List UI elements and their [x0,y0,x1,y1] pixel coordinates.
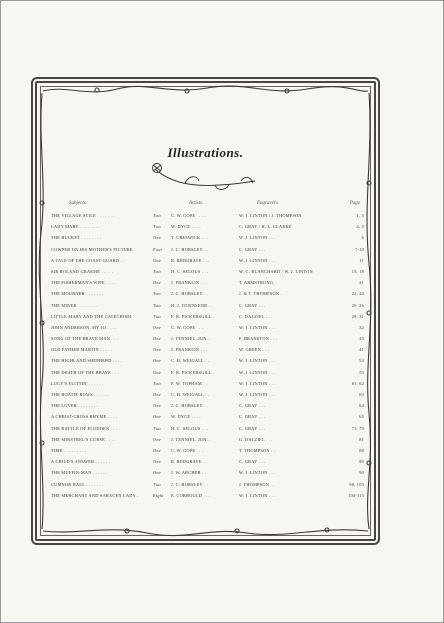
artist: J. TENNIEL, JUN. . [171,336,211,342]
engraver: C. GRAY . . . [239,414,266,420]
artist: J. FRANKLIN . . . [171,347,208,353]
header-page: Page [349,201,360,206]
illustrations-list [51,211,364,502]
artist: E. CORBOULD . . . [171,492,211,498]
engraver: J. & T. THOMPSON . [239,291,282,297]
list-item [51,312,364,323]
engraver: C. GRAY . . . [239,246,266,252]
subject: A CHRIST-CROSS RHYME . . . . [51,414,118,420]
subject: CUMNOR HALL . . . . . . . [51,481,104,487]
subject: LUCY'S FLITTIN' . . . . . . [51,380,104,386]
page-number: 21 [359,280,364,286]
engraver: W. J. LINTON . . . [239,369,276,375]
engraver: F. BRANSTON . . . [239,336,277,342]
engraver: C. GRAY / H. L. CLARKE [239,224,292,230]
page-number: 53 [359,369,364,375]
list-item [51,401,364,412]
count: One [153,470,161,476]
header-engravers: Engravers. [257,201,280,206]
list-item [51,278,364,289]
page-number: 63 [359,392,364,397]
page-number: 98, 103 [349,481,364,487]
artist: J. C. HORSLEY . . [171,246,209,252]
count: One [153,324,161,330]
engraver: W. J. LINTON . . . [239,235,276,241]
artist: H. J. TOWNSEND . . [171,302,213,308]
list-item [51,245,364,256]
engraver: W. C. BLANCHARD / W. J. LINTON [239,268,313,274]
page-number: 29, 31 [351,313,364,319]
count: Two [153,302,161,308]
artist: W. DYCE . . . . [171,414,201,420]
page-number: 15, 18 [351,268,364,274]
artist: J. FRANKLIN . . . [171,280,208,286]
list-item [51,211,364,222]
page-number: 33 [359,336,364,342]
count: Two [153,481,161,487]
list-item [51,424,364,435]
artist: F. R. PICKERSGILL . [171,369,215,375]
count: One [153,358,161,364]
subject: SIR ROLAND GRAEME . . . . . [51,268,114,274]
page-number: 104-113 [348,492,364,498]
page-number: 90 [359,470,364,476]
list-item [51,256,364,267]
artist: C. H. WEIGALL . . [171,358,210,364]
count: Two [153,213,161,218]
artist: C. H. WEIGALL . . [171,392,210,397]
list-item [51,491,364,502]
subject: LADY MARY . . . . . . . . [51,224,100,230]
artist: W. DYCE . . . . [171,224,201,230]
count: One [153,280,161,286]
engraver: W. J. LINTON . . . [239,392,276,397]
subject: A CHILD'S ANSWER . . . . . . [51,459,111,465]
artist: F. R. PICKERSGILL . [171,313,215,319]
engraver: W. J. LINTON . . . [239,257,276,263]
artist: J. C. HORSLEY . . [171,291,209,297]
list-item [51,480,364,491]
count: Two [153,425,161,431]
engraver: T. ARMSTRONG . . [239,280,279,286]
subject: TIME . . . . . . . . . [51,447,87,453]
count: Two [153,313,161,319]
engraver: W. J. LINTON . . . [239,324,276,330]
count: Eight [153,492,164,498]
artist: C. W. COPE . . . [171,447,204,453]
artist: J. TENNIEL, JUN. . [171,436,211,442]
artist: R. REDGRAVE . . [171,459,207,465]
column-headers [51,201,360,208]
engraver: W. J. LINTON . . . [239,380,276,386]
count: One [153,392,161,397]
list-item [51,457,364,468]
count: One [153,436,161,442]
page-number: 7-10 [355,246,364,252]
page-number: 53 [359,358,364,364]
subject: JOHN ANDERSON, MY JO . . . . [51,324,117,330]
subject: THE HIGHLAND SHEPHERD . . . . [51,358,123,364]
list-item [51,323,364,334]
list-item [51,412,364,423]
engraver: W. J. LINTON . . . [239,470,276,476]
list-item [51,233,364,244]
engraver: W. J. LINTON . . . [239,492,276,498]
list-item [51,267,364,278]
count: One [153,459,161,465]
artist: H. C. SELOUS . . . [171,268,209,274]
subject: THE MERCHANT AND SARACEN LADY . [51,492,139,498]
subject: LITTLE MARY AND THE CATECHISM [51,313,132,319]
subject: A TALE OF THE COAST-GUARD . . [51,257,125,263]
count: Two [153,268,161,274]
engraver: J. THOMPSON . . [239,481,275,487]
engraver: T. THOMPSON . . [239,447,276,453]
list-item [51,379,364,390]
list-item [51,446,364,457]
list-item [51,435,364,446]
subject: THE MINER . . . . . . . . [51,302,98,308]
subject: OLD FATHER MARTIN . . . . . [51,347,113,353]
artist: T. CRESWICK . . . [171,235,209,241]
subject: THE MUFFIN-MAN . . . . . . [51,470,108,476]
page-number: 41 [359,347,364,353]
page-number: 65 [359,414,364,420]
page-number: 89 [359,459,364,465]
artist: C. W. COPE . . . [171,324,204,330]
count: One [153,235,161,241]
list-item [51,468,364,479]
engraver: C. GRAY . . . [239,302,266,308]
subject: THE LOVER . . . . . . . . [51,403,99,409]
page-number: 88 [359,447,364,453]
count: Four [153,246,163,252]
list-item [51,368,364,379]
count: Two [153,291,161,297]
flower-branch-ornament [145,161,265,193]
page-number: 64 [359,403,364,409]
artist: J. C. HORSLEY . . [171,403,209,409]
count: One [153,447,161,453]
artist: F. W. TOPHAM . . [171,380,208,386]
count: One [153,257,161,263]
list-item [51,345,364,356]
list-item [51,334,364,345]
page-title: Illustrations. [167,145,244,160]
page-number: 71, 79 [351,425,364,431]
subject: THE FISHERMAN'S WIFE . . . . [51,280,116,286]
subject: THE BOATIE ROWS . . . . . . [51,392,109,397]
decorative-vine-border [31,77,380,545]
engraver: C. DALZIEL . . . [239,313,273,319]
page-number: 6 [361,235,364,241]
engraver: C. GRAY . . . [239,403,266,409]
count: One [153,369,161,375]
list-item [51,390,364,401]
list-item [51,222,364,233]
artist: J. W. ARCHER . . [171,470,207,476]
engraver: C. GRAY . . . [239,459,266,465]
count: One [153,414,161,420]
artist: H. C. SELOUS . . . [171,425,209,431]
subject: SONG OF THE BRAVE MAN . . . [51,336,118,342]
subject: THE MINSTREL'S CURSE . . . . [51,436,116,442]
engraver: C. GRAY . . . [239,425,266,431]
artist: C. W. COPE . . . . [171,213,206,218]
list-item [51,301,364,312]
subject: THE DEATH OF THE BRAVE . . . [51,369,119,375]
page-number: 81 [359,436,364,442]
engraver: G. DALZIEL . . . [239,436,273,442]
subject: THE VILLAGE STILE . . . . . . . [51,213,115,218]
subject: THE MOURNER . . . . . . . [51,291,104,297]
engraver: W. J. LINTON . . . [239,358,276,364]
subject: THE BUCKET . . . . . . . . [51,235,102,241]
engraver: W. J. LINTON / J. THOMPSON [239,213,302,218]
count: Two [153,380,161,386]
count: One [153,403,161,409]
page-number: 32 [359,324,364,330]
list-item [51,356,364,367]
page-number: 22, 24 [351,291,364,297]
subject: COWPER ON HIS MOTHER'S PICTURE [51,246,134,252]
count: One [153,347,161,353]
page-number: 11 [359,257,364,263]
subject: THE BATTLE OF FLODDEN . . . . [51,425,120,431]
list-item [51,289,364,300]
count: One [153,336,161,342]
header-subjects: Subjects. [69,201,87,206]
page-number: 61, 62 [351,380,364,386]
engraver: W. GREEN . . . [239,347,270,353]
count: Two [153,224,161,230]
header-artists: Artists. [189,201,204,206]
artist: R. REDGRAVE . . . [171,257,210,263]
page-number: 4, 5 [356,224,364,230]
page-number: 1, 3 [356,213,364,218]
artist: J. C. HORSLEY . . [171,481,209,487]
page-number: 25, 26 [351,302,364,308]
